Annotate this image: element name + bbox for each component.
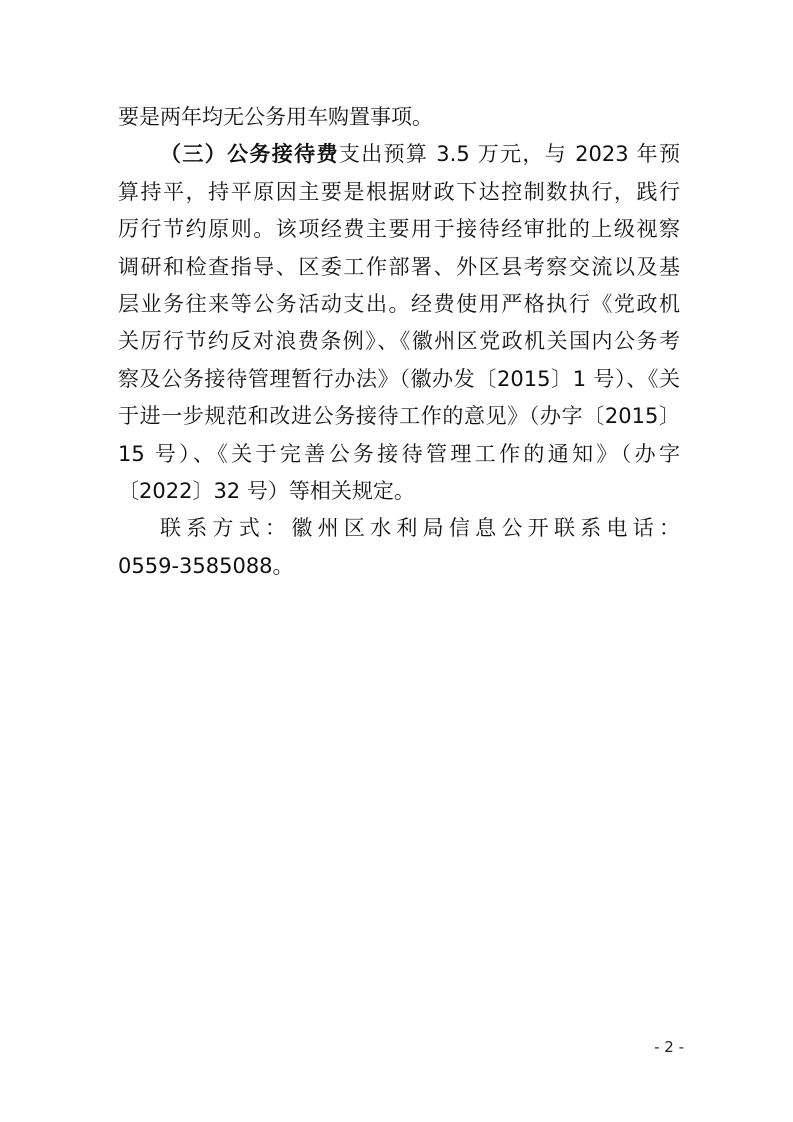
paragraph-line: 〔2022〕32 号）等相关规定。 (118, 478, 415, 503)
paragraph-line: 厉行节约原则。该项经费主要用于接待经审批的上级视察 (118, 217, 680, 242)
section-heading: （三）公务接待费 (160, 142, 339, 167)
paragraph-line-text: 支出预算 3.5 万元，与 2023 年预 (338, 142, 680, 167)
paragraph-line: 察及公务接待管理暂行办法》（徽办发〔2015〕1 号）、《关 (118, 366, 680, 391)
paragraph-line (118, 136, 680, 173)
contact-line: 联系方式：徽州区水利局信息公开联系电话： (160, 516, 680, 541)
paragraph-line: 于进一步规范和改进公务接待工作的意见》（办字〔2015〕 (118, 404, 680, 429)
paragraph-line: 算持平，持平原因主要是根据财政下达控制数执行，践行 (118, 179, 680, 204)
document-body (118, 99, 680, 585)
paragraph-line: 关厉行节约反对浪费条例》、《徽州区党政机关国内公务考 (118, 329, 680, 354)
paragraph-line: 调研和检查指导、区委工作部署、外区县考察交流以及基 (118, 254, 680, 279)
page-number: - 2 - (654, 1038, 684, 1056)
paragraph-line: 15 号）、《关于完善公务接待管理工作的通知》（办字 (118, 441, 680, 466)
paragraph-line: 层业务往来等公务活动支出。经费使用严格执行《党政机 (118, 291, 680, 316)
contact-phone: 0559-3585088。 (118, 553, 294, 578)
paragraph-line: 要是两年均无公务用车购置事项。 (118, 105, 433, 129)
